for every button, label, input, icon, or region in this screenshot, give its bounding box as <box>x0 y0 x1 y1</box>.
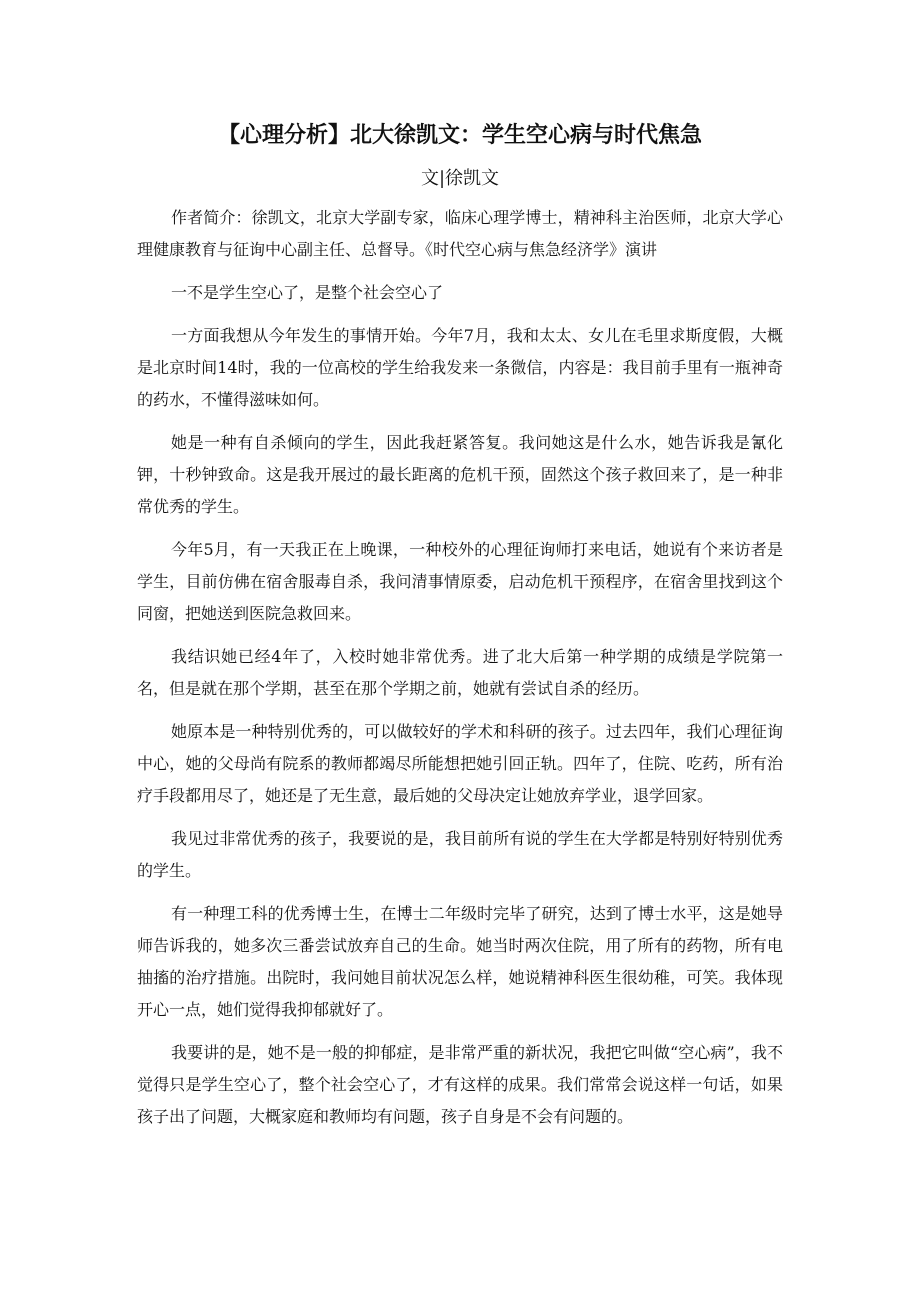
document-byline: 文|徐凯文 <box>420 168 500 189</box>
paragraph-author-intro: 作者简介：徐凯文，北京大学副专家，临床心理学博士，精神科主治医师，北京大学心理健康教育与征询中心副主任、总督导。《时代空心病与焦急经济学》演讲 <box>137 208 783 259</box>
paragraph: 我要讲的是，她不是一般的抑郁症，是非常严重的新状况，我把它叫做“空心病”，我不觉得只是学生空心了，整个社会空心了，才有这样的成果。我们常常会说这样一句话，如果孩子出了问题，大概家庭和教师均有问题，孩子自身是不会有问题的。 <box>137 1043 783 1126</box>
paragraph: 她是一种有自杀倾向的学生，因此我赶紧答复。我问她这是什么水，她告诉我是氰化钾，十秒钟致命。这是我开展过的最长距离的危机干预，固然这个孩子救回来了，是一种非常优秀的学生。 <box>137 433 783 516</box>
document-body <box>137 202 783 1144</box>
paragraph: 一方面我想从今年发生的事情开始。今年7月，我和太太、女儿在毛里求斯度假，大概是北京时间14时，我的一位高校的学生给我发来一条微信，内容是：我目前手里有一瓶神奇的药水，不懂得滋味如何。 <box>137 326 783 409</box>
paragraph: 有一种理工科的优秀博士生，在博士二年级时完毕了研究，达到了博士水平，这是她导师告诉我的，她多次三番尝试放弃自己的生命。她当时两次住院，用了所有的药物，所有电抽搐的治疗措施。出院时，我问她目前状况怎么样，她说精神科医生很幼稚，可笑。我体现开心一点，她们觉得我抑郁就好了。 <box>137 904 783 1019</box>
paragraph-section-heading: 一不是学生空心了，是整个社会空心了 <box>171 283 444 302</box>
document-title: 【心理分析】北大徐凯文：学生空心病与时代焦急 <box>217 123 702 148</box>
paragraph: 今年5月，有一天我正在上晚课，一种校外的心理征询师打来电话，她说有个来访者是学生，目前仿佛在宿舍服毒自杀，我问清事情原委，启动危机干预程序，在宿舍里找到这个同窗，把她送到医院急救回来。 <box>137 540 783 623</box>
paragraph: 我结识她已经4年了，入校时她非常优秀。进了北大后第一种学期的成绩是学院第一名，但是就在那个学期，甚至在那个学期之前，她就有尝试自杀的经历。 <box>137 647 783 698</box>
paragraph: 她原本是一种特别优秀的，可以做较好的学术和科研的孩子。过去四年，我们心理征询中心，她的父母尚有院系的教师都竭尽所能想把她引回正轨。四年了，住院、吃药，所有治疗手段都用尽了，她还是了无生意，最后她的父母决定让她放弃学业，退学回家。 <box>137 722 783 805</box>
paragraph: 我见过非常优秀的孩子，我要说的是，我目前所有说的学生在大学都是特别好特别优秀的学生。 <box>137 829 783 880</box>
